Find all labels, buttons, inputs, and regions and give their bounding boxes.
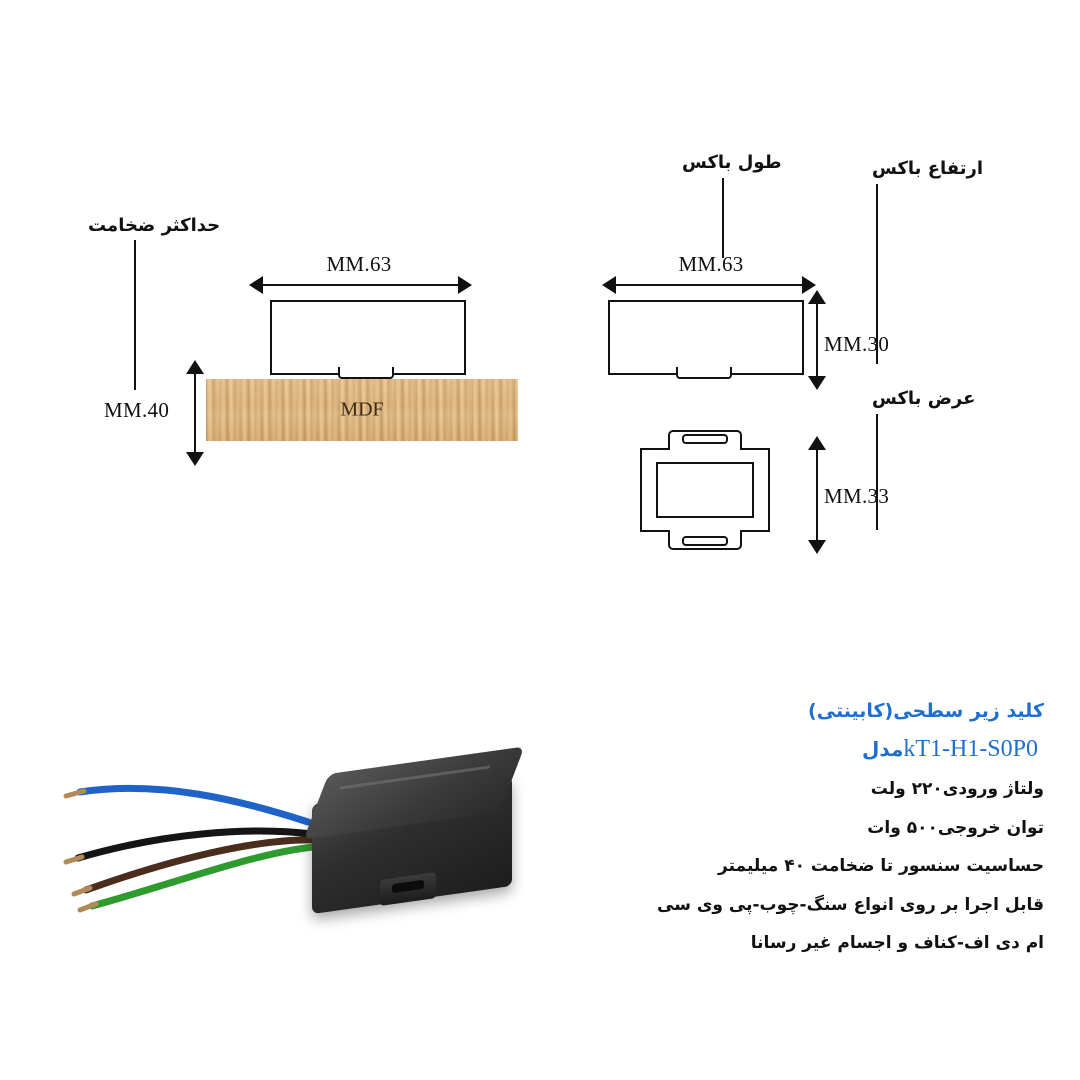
front-view-length-leader [722, 178, 724, 258]
arrow-up-icon [186, 360, 204, 374]
front-view-length-label: طول باکس [682, 152, 782, 173]
spec-item-voltage: ولتاژ ورودی۲۲۰ ولت [870, 779, 1044, 799]
side-view-thickness-dim: 40.MM [104, 398, 170, 422]
side-view-device-outline [270, 300, 466, 375]
top-view-device-inner [656, 462, 754, 518]
front-view-height-dim: 30.MM [824, 332, 890, 356]
front-view-width-dim: 63.MM [678, 252, 744, 276]
arrow-down-icon [186, 452, 204, 466]
side-view-thickness-leader [134, 240, 136, 390]
arrow-right-icon [458, 276, 472, 294]
top-view-tab-upper-slot [682, 434, 728, 444]
spec-item-sensitivity: حساسیت سنسور تا ضخامت ۴۰ میلیمتر [718, 856, 1044, 876]
product-spec-panel [524, 700, 1044, 970]
arrow-down-icon [808, 376, 826, 390]
arrow-up-icon [808, 436, 826, 450]
top-view-width-label: عرض باکس [872, 388, 976, 409]
arrow-up-icon [808, 290, 826, 304]
mdf-label: MDF [340, 398, 384, 421]
spec-item-materials-2: ام دی اف-کناف و اجسام غیر رسانا [750, 933, 1044, 953]
product-photo [40, 730, 560, 990]
product-model-row [524, 736, 1044, 763]
spec-item-materials-1: قابل اجرا بر روی انواع سنگ-چوب-پی وی سی [657, 894, 1044, 915]
front-view-device-outline [608, 300, 804, 375]
top-view-width-dim-line [816, 448, 818, 544]
side-view-thickness-label: حداکثر ضخامت [88, 215, 221, 236]
arrow-down-icon [808, 540, 826, 554]
top-view-width-leader [876, 414, 878, 530]
front-view-height-dim-line [816, 300, 818, 380]
product-model-code: kT1-H1-S0P0 [903, 736, 1038, 762]
mdf-board [206, 379, 518, 441]
product-title: کلید زیر سطحی(کابینتی) [808, 700, 1044, 722]
side-view-device-tab [338, 367, 394, 379]
front-view-height-label: ارتفاع باکس [872, 158, 983, 179]
side-view-width-dim-line [262, 284, 458, 286]
top-view-tab-lower-slot [682, 536, 728, 546]
product-model-label: مدل [862, 737, 904, 761]
spec-item-power: توان خروجی۵۰۰ وات [867, 817, 1044, 838]
front-view-device-tab [676, 367, 732, 379]
top-view-width-dim: 33.MM [824, 484, 890, 508]
arrow-left-icon [602, 276, 616, 294]
side-view-width-dim: 63.MM [326, 252, 392, 276]
side-view-thickness-dim-line [194, 372, 196, 456]
front-view-width-dim-line [616, 284, 802, 286]
arrow-left-icon [249, 276, 263, 294]
